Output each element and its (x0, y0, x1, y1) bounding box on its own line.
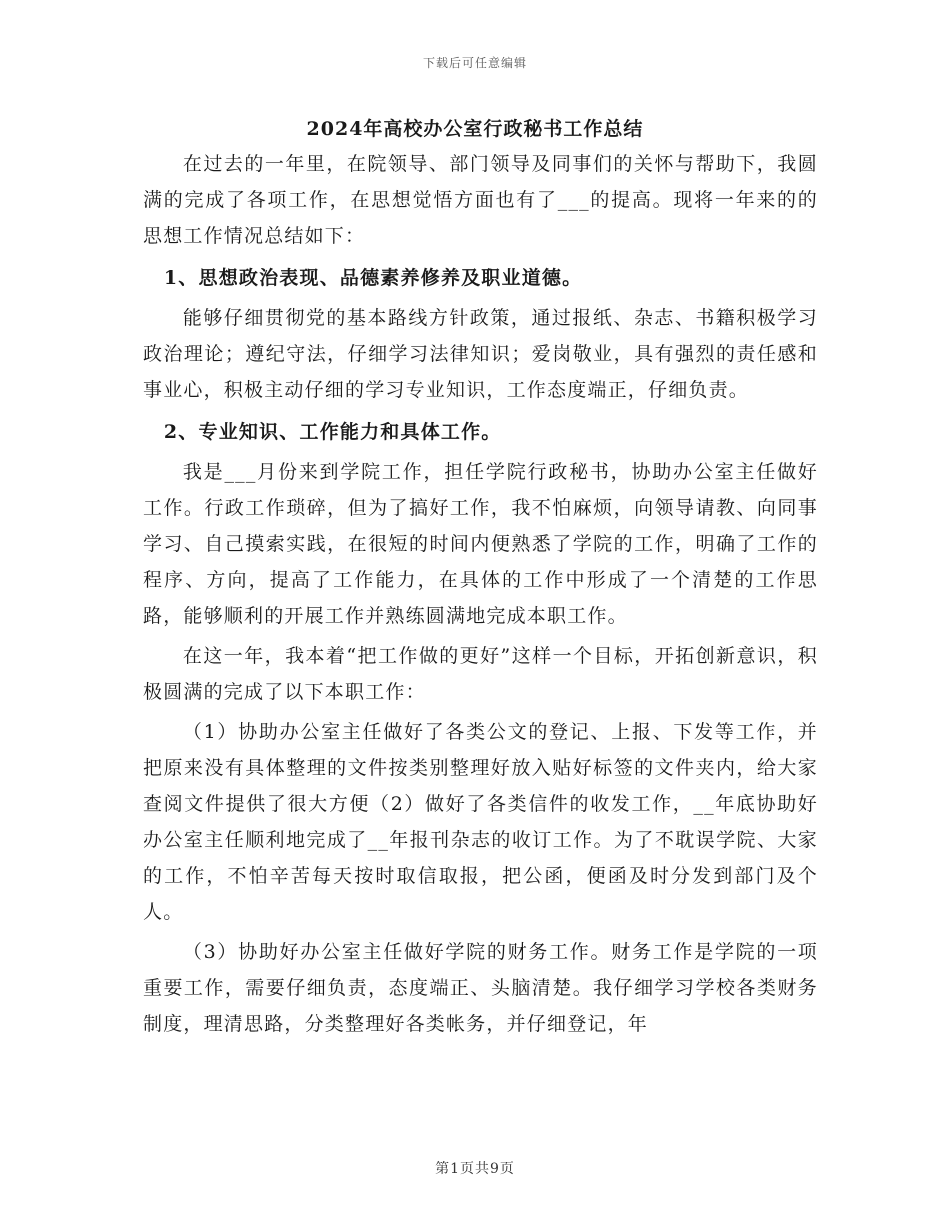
page-footer: 第1页共9页 (435, 1161, 515, 1177)
paragraph-item-1-2: （1）协助办公室主任做好了各类公文的登记、上报、下发等工作，并把原来没有具体整理的文件按类别整理好放入贴好标签的文件夹内，给大家查阅文件提供了很大方便（2）做好了各类信件的收发工作，__年底协助好办公室主任顺利地完成了__年报刊杂志的收订工作。为了不耽误学院、大家的工作，不怕辛苦每天按时取信取报，把公函，便函及时分发到部门及个人。 (143, 721, 818, 923)
paragraph-item-3: （3）协助好办公室主任做好学院的财务工作。财务工作是学院的一项重要工作，需要仔细负责，态度端正、头脑清楚。我仔细学习学校各类财务制度，理清思路，分类整理好各类帐务，并仔细登记，年 (143, 941, 818, 1035)
section-heading-2: 2、专业知识、工作能力和具体工作。 (163, 421, 502, 443)
paragraph-goal: 在这一年，我本着“把工作做的更好”这样一个目标，开拓创新意识，积极圆满的完成了以下本职工作： (143, 645, 818, 703)
page-header: 下载后可任意编辑 (422, 56, 527, 70)
paragraph-ethics: 能够仔细贯彻党的基本路线方针政策，通过报纸、杂志、书籍积极学习政治理论；遵纪守法，仔细学习法律知识；爱岗敬业，具有强烈的责任感和事业心，积极主动仔细的学习专业知识，工作态度端正，仔细负责。 (143, 307, 818, 401)
document-body (143, 146, 818, 1042)
document-title: 2024年高校办公室行政秘书工作总结 (306, 118, 644, 140)
paragraph-intro: 在过去的一年里，在院领导、部门领导及同事们的关怀与帮助下，我圆满的完成了各项工作，在思想觉悟方面也有了___的提高。现将一年来的的思想工作情况总结如下： (143, 153, 818, 247)
paragraph-work-ability: 我是___月份来到学院工作，担任学院行政秘书，协助办公室主任做好工作。行政工作琐碎，但为了搞好工作，我不怕麻烦，向领导请教、向同事学习、自己摸索实践，在很短的时间内便熟悉了学院的工作，明确了工作的程序、方向，提高了工作能力，在具体的工作中形成了一个清楚的工作思路，能够顺利的开展工作并熟练圆满地完成本职工作。 (143, 461, 818, 627)
section-heading-1: 1、思想政治表现、品德素养修养及职业道德。 (163, 267, 583, 289)
